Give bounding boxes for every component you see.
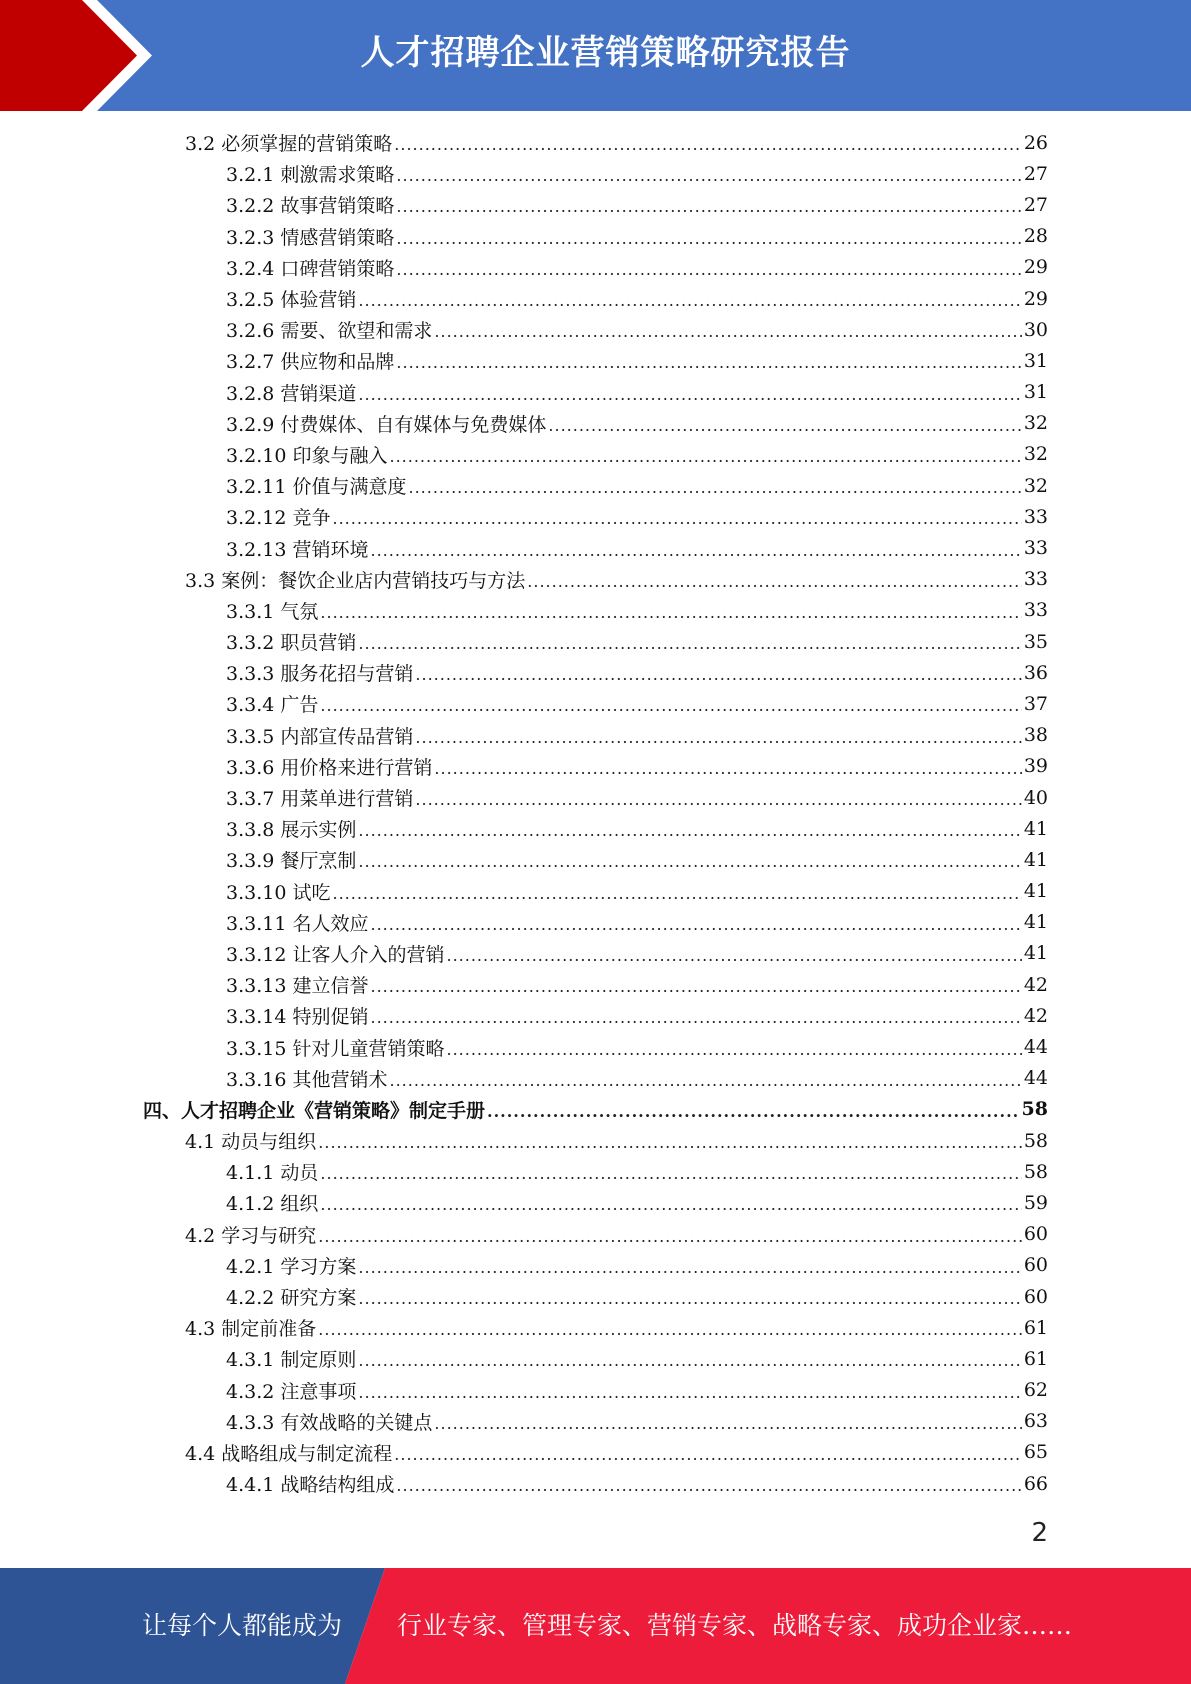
toc-entry-title: 3.3.13 建立信誉: [226, 975, 369, 998]
page-footer-banner: [0, 1568, 1191, 1684]
toc-dot-leader: [394, 135, 1022, 154]
toc-dot-leader: [370, 541, 1021, 560]
toc-entry-title: 3.3.1 气氛: [226, 600, 319, 623]
toc-entry[interactable]: [226, 720, 1048, 751]
toc-entry[interactable]: [185, 127, 1048, 158]
toc-entry-title: 3.2.4 口碑营销策略: [226, 257, 395, 280]
toc-entry[interactable]: [226, 969, 1048, 1000]
toc-dot-leader: [320, 1195, 1021, 1214]
toc-entry-page: 28: [1023, 225, 1048, 248]
toc-entry-title: 4.2.2 研究方案: [226, 1287, 357, 1310]
toc-entry[interactable]: [226, 813, 1048, 844]
toc-entry[interactable]: [226, 1156, 1048, 1187]
toc-dot-leader: [389, 447, 1021, 466]
toc-dot-leader: [358, 852, 1021, 871]
toc-entry[interactable]: [226, 314, 1048, 345]
toc-dot-leader: [394, 1445, 1022, 1464]
toc-entry-page: 36: [1023, 661, 1048, 684]
toc-dot-leader: [446, 946, 1021, 965]
toc-entry[interactable]: [226, 595, 1048, 626]
toc-dot-leader: [318, 1133, 1022, 1152]
toc-dot-leader: [396, 197, 1021, 216]
toc-entry[interactable]: [226, 283, 1048, 314]
toc-entry-title: 3.3.5 内部宣传品营销: [226, 725, 414, 748]
toc-dot-leader: [527, 572, 1022, 591]
toc-entry-page: 42: [1023, 1004, 1048, 1027]
toc-entry-page: 42: [1023, 973, 1048, 996]
toc-entry-page: 58: [1021, 1098, 1048, 1121]
toc-entry-page: 41: [1023, 911, 1048, 934]
toc-dot-leader: [434, 1414, 1021, 1433]
toc-dot-leader: [358, 634, 1021, 653]
toc-entry[interactable]: [185, 1219, 1048, 1250]
toc-entry[interactable]: [226, 158, 1048, 189]
toc-entry-title: 3.2.10 印象与融入: [226, 444, 388, 467]
toc-entry-page: 41: [1023, 942, 1048, 965]
toc-entry-page: 41: [1023, 848, 1048, 871]
toc-entry-title: 3.3.8 展示实例: [226, 819, 357, 842]
toc-entry[interactable]: [226, 1281, 1048, 1312]
toc-entry[interactable]: [185, 1125, 1048, 1156]
toc-dot-leader: [415, 665, 1021, 684]
toc-entry-page: 32: [1023, 474, 1048, 497]
toc-entry-title: 4.2.1 学习方案: [226, 1255, 357, 1278]
toc-entry-title: 3.3.15 针对儿童营销策略: [226, 1037, 445, 1060]
toc-entry-title: 3.3.9 餐厅烹制: [226, 850, 357, 873]
toc-entry[interactable]: [226, 501, 1048, 532]
toc-entry[interactable]: [185, 1312, 1048, 1343]
toc-entry-page: 31: [1023, 349, 1048, 372]
toc-entry-title: 3.3.12 让客人介入的营销: [226, 943, 445, 966]
toc-entry-page: 61: [1023, 1316, 1048, 1339]
toc-entry[interactable]: [226, 782, 1048, 813]
toc-entry-page: 35: [1023, 630, 1048, 653]
toc-dot-leader: [358, 291, 1021, 310]
toc-entry-title: 4.4 战略组成与制定流程: [185, 1442, 393, 1465]
toc-entry-title: 3.2.2 故事营销策略: [226, 195, 395, 218]
toc-dot-leader: [396, 260, 1021, 279]
toc-dot-leader: [358, 821, 1021, 840]
toc-entry-page: 59: [1023, 1191, 1048, 1214]
toc-entry[interactable]: [226, 751, 1048, 782]
toc-entry-title: 3.2.13 营销环境: [226, 538, 369, 561]
toc-entry-page: 40: [1023, 786, 1048, 809]
toc-entry-page: 60: [1023, 1254, 1048, 1277]
toc-entry[interactable]: [226, 377, 1048, 408]
toc-dot-leader: [370, 915, 1021, 934]
toc-entry-title: 3.3 案例：餐饮企业店内营销技巧与方法: [185, 569, 526, 592]
toc-dot-leader: [389, 1071, 1021, 1090]
toc-dot-leader: [396, 166, 1021, 185]
toc-entry[interactable]: [226, 1468, 1048, 1499]
toc-dot-leader: [548, 416, 1021, 435]
toc-entry-page: 66: [1023, 1472, 1048, 1495]
toc-dot-leader: [434, 322, 1021, 341]
toc-entry[interactable]: [226, 1000, 1048, 1031]
toc-entry-page: 65: [1023, 1441, 1048, 1464]
toc-entry-title: 3.2 必须掌握的营销策略: [185, 133, 393, 156]
toc-dot-leader: [396, 1476, 1021, 1495]
toc-entry-title: 3.2.3 情感营销策略: [226, 226, 395, 249]
toc-entry-page: 38: [1023, 724, 1048, 747]
page-number: 2: [1031, 1518, 1048, 1548]
table-of-contents: [0, 127, 1191, 1499]
toc-entry-page: 41: [1023, 817, 1048, 840]
toc-entry-page: 32: [1023, 443, 1048, 466]
footer-slogan-left: 让每个人都能成为: [142, 1611, 343, 1640]
toc-entry[interactable]: [226, 626, 1048, 657]
toc-entry-page: 58: [1023, 1129, 1048, 1152]
toc-dot-leader: [396, 353, 1021, 372]
toc-entry-page: 31: [1023, 381, 1048, 404]
page-header-banner: [0, 0, 1191, 111]
toc-entry-title: 3.2.7 供应物和品牌: [226, 351, 395, 374]
toc-entry-title: 3.2.12 竞争: [226, 507, 331, 530]
toc-entry-page: 44: [1023, 1036, 1048, 1059]
toc-entry-title: 3.2.5 体验营销: [226, 289, 357, 312]
toc-entry-page: 29: [1023, 287, 1048, 310]
toc-entry[interactable]: [226, 221, 1048, 252]
toc-entry-page: 33: [1023, 568, 1048, 591]
toc-entry[interactable]: [226, 1063, 1048, 1094]
toc-entry-title: 4.2 学习与研究: [185, 1224, 317, 1247]
toc-entry-page: 30: [1023, 318, 1048, 341]
toc-entry[interactable]: [226, 1343, 1048, 1374]
toc-entry-page: 61: [1023, 1347, 1048, 1370]
toc-entry-title: 3.2.1 刺激需求策略: [226, 164, 395, 187]
toc-entry-title: 四、人才招聘企业《营销策略》制定手册: [143, 1099, 486, 1122]
toc-entry-title: 3.2.11 价值与满意度: [226, 476, 407, 499]
toc-entry[interactable]: [226, 252, 1048, 283]
toc-dot-leader: [320, 696, 1021, 715]
toc-entry-title: 4.1.2 组织: [226, 1193, 319, 1216]
toc-dot-leader: [318, 1320, 1022, 1339]
toc-entry-title: 4.4.1 战略结构组成: [226, 1474, 395, 1497]
toc-entry[interactable]: [226, 470, 1048, 501]
toc-dot-leader: [396, 229, 1021, 248]
document-title: 人才招聘企业营销策略研究报告: [360, 33, 851, 73]
toc-entry-title: 3.3.7 用菜单进行营销: [226, 788, 414, 811]
toc-dot-leader: [318, 1227, 1022, 1246]
toc-entry-title: 3.3.3 服务花招与营销: [226, 663, 414, 686]
toc-entry-title: 4.1 动员与组织: [185, 1131, 317, 1154]
toc-entry-title: 3.3.2 职员营销: [226, 632, 357, 655]
toc-entry-title: 4.1.1 动员: [226, 1162, 319, 1185]
toc-dot-leader: [358, 1258, 1021, 1277]
toc-dot-leader: [358, 1289, 1021, 1308]
toc-entry[interactable]: [226, 1031, 1048, 1062]
toc-entry-title: 3.3.10 试吃: [226, 881, 331, 904]
toc-entry-page: 60: [1023, 1223, 1048, 1246]
toc-dot-leader: [332, 884, 1021, 903]
footer-slogan-right: 行业专家、管理专家、营销专家、战略专家、成功企业家……: [397, 1611, 1073, 1640]
toc-entry-title: 3.3.6 用价格来进行营销: [226, 756, 433, 779]
toc-entry[interactable]: [226, 408, 1048, 439]
toc-dot-leader: [415, 790, 1021, 809]
toc-entry[interactable]: [226, 532, 1048, 563]
toc-dot-leader: [358, 1383, 1021, 1402]
toc-entry-page: 60: [1023, 1285, 1048, 1308]
toc-entry[interactable]: [226, 876, 1048, 907]
toc-entry-title: 3.2.8 营销渠道: [226, 382, 357, 405]
toc-entry-page: 33: [1023, 505, 1048, 528]
toc-entry[interactable]: [226, 1187, 1048, 1218]
toc-entry-page: 58: [1023, 1160, 1048, 1183]
toc-dot-leader: [415, 728, 1021, 747]
toc-entry[interactable]: [226, 1375, 1048, 1406]
toc-dot-leader: [487, 1102, 1020, 1121]
toc-entry-page: 33: [1023, 537, 1048, 560]
toc-entry-title: 4.3 制定前准备: [185, 1318, 317, 1341]
toc-entry[interactable]: [226, 907, 1048, 938]
toc-entry-page: 39: [1023, 755, 1048, 778]
toc-entry-title: 3.2.6 需要、欲望和需求: [226, 320, 433, 343]
toc-entry[interactable]: [185, 564, 1048, 595]
toc-entry[interactable]: [226, 189, 1048, 220]
toc-dot-leader: [370, 1008, 1021, 1027]
toc-dot-leader: [446, 1040, 1021, 1059]
toc-entry[interactable]: [226, 657, 1048, 688]
toc-entry-page: 33: [1023, 599, 1048, 622]
toc-entry-title: 3.3.16 其他营销术: [226, 1068, 388, 1091]
toc-entry[interactable]: [226, 439, 1048, 470]
toc-entry[interactable]: [226, 844, 1048, 875]
toc-entry-page: 37: [1023, 692, 1048, 715]
toc-entry[interactable]: [185, 1437, 1048, 1468]
toc-entry-title: 3.2.9 付费媒体、自有媒体与免费媒体: [226, 413, 547, 436]
toc-entry[interactable]: [226, 688, 1048, 719]
toc-entry[interactable]: [226, 1406, 1048, 1437]
toc-entry-page: 63: [1023, 1410, 1048, 1433]
toc-entry-title: 4.3.3 有效战略的关键点: [226, 1411, 433, 1434]
toc-entry[interactable]: [226, 345, 1048, 376]
toc-entry-title: 3.3.4 广告: [226, 694, 319, 717]
toc-entry[interactable]: [143, 1094, 1048, 1125]
toc-entry-page: 32: [1023, 412, 1048, 435]
toc-dot-leader: [370, 977, 1021, 996]
toc-dot-leader: [320, 603, 1021, 622]
toc-dot-leader: [320, 1164, 1021, 1183]
toc-entry-page: 27: [1023, 193, 1048, 216]
toc-entry-page: 44: [1023, 1067, 1048, 1090]
toc-dot-leader: [434, 759, 1021, 778]
toc-entry-page: 27: [1023, 162, 1048, 185]
toc-dot-leader: [358, 1351, 1021, 1370]
toc-entry-page: 41: [1023, 880, 1048, 903]
toc-entry-page: 62: [1023, 1379, 1048, 1402]
toc-dot-leader: [332, 509, 1021, 528]
toc-entry-title: 4.3.1 制定原则: [226, 1349, 357, 1372]
toc-entry-title: 4.3.2 注意事项: [226, 1380, 357, 1403]
toc-dot-leader: [408, 478, 1021, 497]
toc-entry-title: 3.3.11 名人效应: [226, 912, 369, 935]
toc-entry[interactable]: [226, 938, 1048, 969]
toc-entry-title: 3.3.14 特别促销: [226, 1006, 369, 1029]
toc-entry-page: 26: [1023, 131, 1048, 154]
toc-entry-page: 29: [1023, 256, 1048, 279]
toc-dot-leader: [358, 385, 1021, 404]
toc-entry[interactable]: [226, 1250, 1048, 1281]
